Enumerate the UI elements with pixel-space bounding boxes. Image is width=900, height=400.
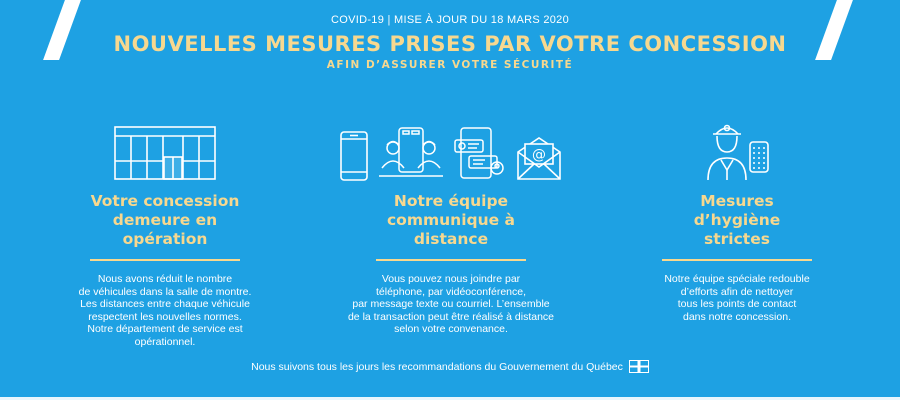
column-divider	[90, 259, 240, 261]
main-title: NOUVELLES MESURES PRISES PAR VOTRE CONCESSION	[113, 32, 787, 56]
column-divider	[662, 259, 812, 261]
update-date: COVID-19 | MISE À JOUR DU 18 MARS 2020	[331, 14, 569, 26]
footer	[0, 360, 900, 373]
storefront-icon	[113, 124, 217, 182]
column-divider	[376, 259, 526, 261]
chat-message-icon	[453, 126, 505, 182]
svg-text:@: @	[532, 147, 546, 163]
email-icon	[515, 134, 563, 182]
column-title: Votre concession demeure en opération	[90, 192, 240, 248]
cleaning-worker-icon	[702, 120, 772, 182]
smartphone-icon	[339, 130, 369, 182]
video-call-icon	[379, 126, 443, 182]
column-title: Mesures d’hygiène strictes	[693, 192, 781, 248]
column-title: Notre équipe communique à distance	[386, 192, 516, 248]
quebec-flag-icon	[629, 360, 649, 373]
column-text: Notre équipe spéciale redouble d’efforts afin de nettoyer tous les points de contact dans notre concession.	[664, 273, 810, 323]
column-hygiene	[617, 120, 857, 323]
column-remote-team	[331, 120, 571, 336]
subtitle: AFIN D’ASSURER VOTRE SÉCURITÉ	[326, 59, 574, 71]
header	[0, 14, 900, 71]
column-dealership	[45, 120, 285, 348]
column-text: Nous avons réduit le nombre de véhicules dans la salle de montre. Les distances entre chaque véhicule respectent les nouvelles normes. Notre département de service est opérationnel.	[78, 273, 252, 348]
footer-text: Nous suivons tous les jours les recommandations du Gouvernement du Québec	[251, 360, 623, 373]
column-text: Vous pouvez nous joindre par téléphone, par vidéoconférence, par message texte ou courriel. L’ensemble de la transaction peut être réalisé à distance selon votre convenance.	[347, 273, 555, 335]
